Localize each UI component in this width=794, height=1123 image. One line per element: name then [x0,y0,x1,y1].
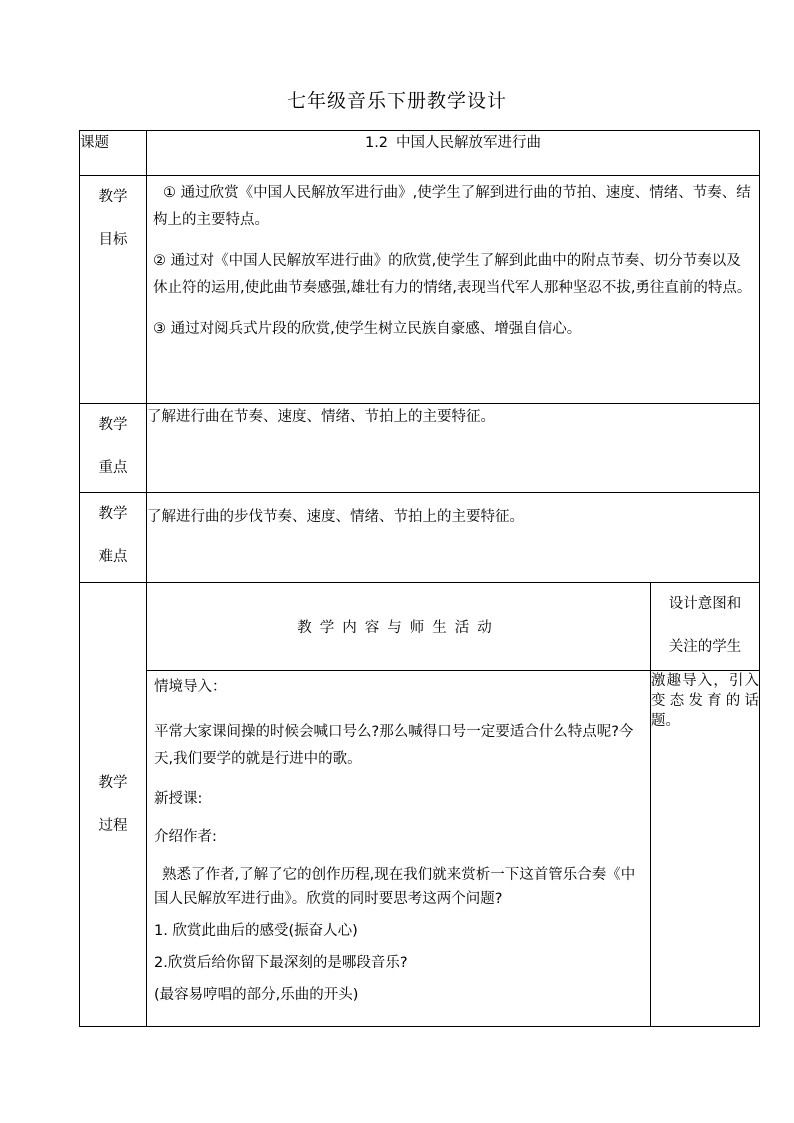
process-design-note: 激趣导入，引入变态发育的话题。 [651,671,760,1027]
objectives-label-line1: 教学 [98,189,128,205]
objectives-label [80,176,147,404]
process-label-line1: 教学 [98,774,128,791]
process-label [80,583,147,1027]
key-points-label-line2: 重点 [98,460,128,476]
objective-item-3: ③ 通过对阅兵式片段的欣赏,使学生树立民族自豪感、增强自信心。 [153,321,582,337]
topic-number: 1.2 [364,135,389,151]
topic-title: 中国人民解放军进行曲 [396,135,542,151]
document-title: 七年级音乐下册教学设计 [286,90,507,112]
objectives-label-line2: 目标 [98,232,128,248]
process-header-row [80,583,760,671]
process-content-header: 教学内容与师生活动 [147,583,651,671]
process-paragraph-4: 介绍作者: [154,829,217,845]
key-points-text: 了解进行曲在节奏、速度、情绪、节拍上的主要特征。 [147,404,760,493]
difficulties-label-line2: 难点 [98,549,128,565]
process-paragraph-7: 2.欣赏后给你留下最深刻的是哪段音乐? [154,955,408,971]
design-header-line2: 关注的学生 [668,639,742,655]
key-points-label-line1: 教学 [98,417,128,433]
difficulties-text: 了解进行曲的步伐节奏、速度、情绪、节拍上的主要特征。 [147,493,760,583]
difficulties-row [80,493,760,583]
objective-item-1: ① 通过欣赏《中国人民解放军进行曲》,使学生了解到进行曲的节拍、速度、情绪、节奏、结构上的主要特点。 [153,185,751,228]
objectives-cell [147,176,760,404]
process-paragraph-5: 熟悉了作者,了解了它的创作历程,现在我们就来赏析一下这首管乐合奏《中国人民解放军进行曲》。欣赏的同时要思考这两个问题? [154,867,636,907]
topic-label: 课题 [80,131,147,176]
difficulties-label-line1: 教学 [98,506,128,522]
process-label-line2: 过程 [98,817,128,834]
process-content-cell [147,671,651,1027]
topic-row [80,131,760,176]
difficulties-label [80,493,147,583]
key-points-label [80,404,147,493]
process-content-row [80,671,760,1027]
objective-item-2: ② 通过对《中国人民解放军进行曲》的欣赏,使学生了解到此曲中的附点节奏、切分节奏以及休止符的运用,使此曲节奏感强,雄壮有力的情绪,表现当代军人那种坚忍不拔,勇往直前的特点。 [153,253,752,296]
process-paragraph-6: 1. 欣赏此曲后的感受(振奋人心) [154,923,358,939]
topic-title-cell [147,131,760,176]
design-header-line1: 设计意图和 [668,596,742,612]
key-points-row [80,404,760,493]
process-paragraph-2: 平常大家课间操的时候会喊口号么?那么喊得口号一定要适合什么特点呢?今天,我们要学的就是行进中的歌。 [154,724,634,767]
process-paragraph-3: 新授课: [154,791,203,807]
objectives-row [80,176,760,404]
process-paragraph-8: (最容易哼唱的部分,乐曲的开头) [154,987,359,1003]
process-paragraph-1: 情境导入： [154,679,227,695]
process-design-header [651,583,760,671]
lesson-plan-table [79,130,760,1027]
